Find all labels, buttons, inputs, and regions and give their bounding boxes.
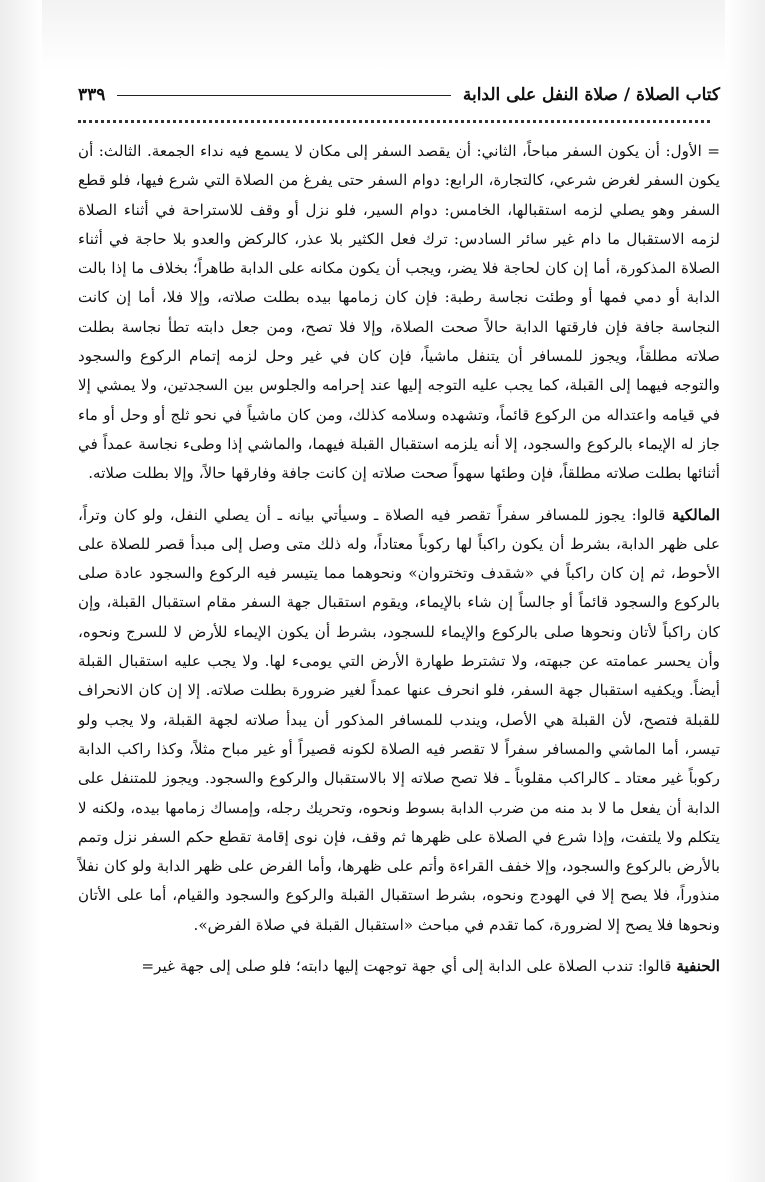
header-rule xyxy=(117,95,450,96)
paragraph-hanafiyya xyxy=(78,952,720,981)
scan-edge-right xyxy=(725,0,765,1182)
dotted-separator xyxy=(78,120,710,123)
body-text xyxy=(78,137,720,981)
running-header xyxy=(78,78,720,112)
paragraph-text: قالوا: يجوز للمسافر سفراً تقصر فيه الصلاة ـ وسيأتي بيانه ـ أن يصلي النفل، ولو كان وتراً، على ظهر الدابة، بشرط أن يكون راكباً لها ركوباً معتاداً، وله ذلك متى وصل إلى مبدأ قصر للصلاة على الأحوط، ثم إن كان راكباً في «شقدف وتختروان» ونحوهما مما يتيسر فيه الركوع والسجود عادة صلى بالركوع والسجود قائماً أو جالساً إن شاء بالإيماء، ويقوم استقبال جهة السفر مقام استقبال القبلة، وإن كان راكباً لأتان ونحوها صلى بالركوع والإيماء للسجود، بشرط أن يكون الإيماء للأرض لا للسرج ونحوه، وأن يحسر عمامته عن جبهته، ولا تشترط طهارة الأرض التي يومىء لها. ولا يجب عليه استقبال القبلة أيضاً. ويكفيه استقبال جهة السفر، فلو انحرف عنها عمداً لغير ضرورة بطلت صلاته. إلا إن كان الانحراف للقبلة فتصح، لأن القبلة هي الأصل، ويندب للمسافر المذكور أن يبدأ صلاته لجهة القبلة، ولا يجب ولو تيسر، أما الماشي والمسافر سفراً لا تقصر فيه الصلاة لكونه قصيراً أو غير مباح مثلاً، وكذا راكب الدابة ركوباً غير معتاد ـ كالراكب مقلوباً ـ فلا تصح صلاته إلا بالاستقبال والركوع والسجود. ويجوز للمتنفل على الدابة أن يفعل ما لا بد منه من ضرب الدابة بسوط ونحوه، وتحريك رجله، وإمساك زمامها بيده، ولكنه لا يتكلم ولا يلتفت، وإذا شرع في الصلاة على ظهرها ثم وقف، فإن نوى إقامة تقطع حكم السفر نزل وتمم بالأرض بالركوع والسجود، وإلا خفف القراءة وأتم على ظهرها، وأما الفرض على ظهر الدابة ولو كان نفلاً منذوراً، فلا يصح إلا في الهودج ونحوه، بشرط استقبال القبلة والركوع والسجود والقيام، أما على الأتان ونحوها فلا يصح إلا لضرورة، كما تقدم في مباحث «استقبال القبلة في صلاة الفرض». xyxy=(78,505,720,934)
paragraph-lead: المالكية xyxy=(672,505,721,524)
paragraph-text: = الأول: أن يكون السفر مباحاً، الثاني: أن يقصد السفر إلى مكان لا يسمع فيه نداء الجمعة. الثالث: أن يكون السفر لغرض شرعي، كالتجارة، الرابع: دوام السفر حتى يفرغ من الصلاة التي شرع فيها، فلو قطع السفر وهو يصلي لزمه استقبالها، الخامس: دوام السير، فلو نزل أو وقف للاستراحة في أثناء الصلاة لزمه الاستقبال ما دام غير سائر السادس: ترك فعل الكثير بلا عذر، كالركض والعدو بلا حاجة في أثناء الصلاة المذكورة، أما إن كان لحاجة فلا يضر، ويجب أن يكون مكانه على الدابة طاهراً؛ بخلاف ما إذا بالت الدابة أو دمي فمها أو وطئت نجاسة رطبة: فإن كان زمامها بيده بطلت صلاته، وإلا فلا، أما إن كانت النجاسة جافة فإن فارقتها الدابة حالاً صحت الصلاة، وإلا فلا تصح، ومن جعل دابته تطأ نجاسة بطلت صلاته مطلقاً، ويجوز للمسافر أن يتنفل ماشياً، فإن كان في غير وحل لزمه إتمام الركوع والسجود والتوجه فيهما إلى القبلة، كما يجب عليه التوجه إليها عند إحرامه والجلوس بين السجدتين، ولا يمشي إلا في قيامه واعتداله من الركوع قائماً، وتشهده وسلامه كذلك، ومن كان ماشياً في نحو ثلج أو وحل أو ماء جاز له الإيماء بالركوع والسجود، إلا أنه يلزمه استقبال القبلة فيهما، والماشي إذا وطىء نجاسة عمداً في أثنائها بطلت صلاته مطلقاً، فإن وطئها سهواً صحت صلاته إن كانت جافة وفارقها حالاً، وإلا بطلت صلاته. xyxy=(78,142,720,483)
paragraph-text: قالوا: تندب الصلاة على الدابة إلى أي جهة توجهت إليها دابته؛ فلو صلى إلى جهة غير= xyxy=(141,957,672,976)
page-number: ٣٣٩ xyxy=(78,85,106,105)
scan-edge-left xyxy=(0,0,42,1182)
document-page xyxy=(78,78,720,981)
paragraph-lead: الحنفية xyxy=(676,957,720,976)
scan-edge-top xyxy=(0,0,765,70)
paragraph-malikiyya xyxy=(78,501,720,940)
paragraph-shafiiya-continued xyxy=(78,137,720,489)
header-title: كتاب الصلاة / صلاة النفل على الدابة xyxy=(462,85,720,105)
